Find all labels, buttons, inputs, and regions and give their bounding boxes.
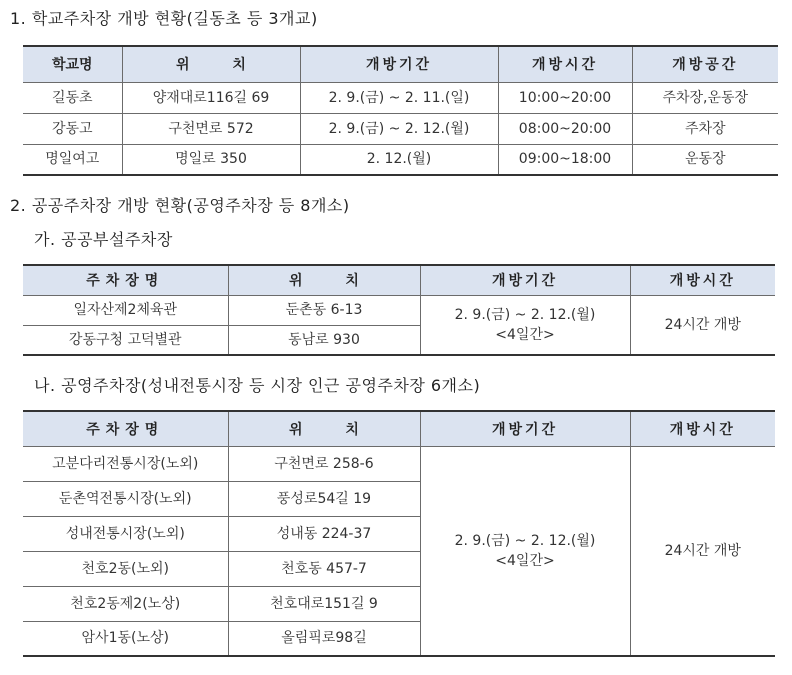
period-dates: 2. 9.(금) ~ 2. 12.(월) <box>454 532 596 549</box>
school-period: 2. 9.(금) ~ 2. 11.(일) <box>300 82 498 113</box>
section2a-heading: 가. 공공부설주차장 <box>34 230 173 249</box>
header-location: 위 치 <box>122 46 300 82</box>
header-parking-name: 주차장명 <box>23 265 228 295</box>
header-hours: 개방시간 <box>630 265 775 295</box>
parking-location: 구천면로 258-6 <box>228 446 420 481</box>
parking-name: 암사1동(노상) <box>23 621 228 656</box>
table-header-row <box>23 46 778 82</box>
school-space: 주차장 <box>632 113 778 144</box>
parking-location: 천호대로151길 9 <box>228 586 420 621</box>
section2b-heading: 나. 공영주차장(성내전통시장 등 시장 인근 공영주차장 6개소) <box>34 376 481 395</box>
period-duration: <4일간> <box>495 552 555 569</box>
school-location: 구천면로 572 <box>122 113 300 144</box>
parking-hours: 24시간 개방 <box>630 295 775 355</box>
header-parking-name: 주차장명 <box>23 411 228 446</box>
parking-name: 고분다리전통시장(노외) <box>23 446 228 481</box>
period-dates: 2. 9.(금) ~ 2. 12.(월) <box>454 306 596 323</box>
school-location: 양재대로116길 69 <box>122 82 300 113</box>
header-location: 위 치 <box>228 411 420 446</box>
school-parking-table <box>23 45 778 176</box>
table-row <box>23 144 778 175</box>
header-location: 위 치 <box>228 265 420 295</box>
table-row <box>23 446 775 481</box>
parking-name: 강동구청 고덕별관 <box>23 325 228 355</box>
school-location: 명일로 350 <box>122 144 300 175</box>
table-row <box>23 82 778 113</box>
parking-hours: 24시간 개방 <box>630 446 775 656</box>
parking-period <box>420 295 630 355</box>
header-hours: 개방시간 <box>498 46 632 82</box>
section2-heading: 2. 공공주차장 개방 현황(공영주차장 등 8개소) <box>10 196 350 215</box>
parking-location: 천호동 457-7 <box>228 551 420 586</box>
parking-location: 둔촌동 6-13 <box>228 295 420 325</box>
parking-name: 일자산제2체육관 <box>23 295 228 325</box>
parking-name: 성내전통시장(노외) <box>23 516 228 551</box>
header-hours: 개방시간 <box>630 411 775 446</box>
school-name: 명일여고 <box>23 144 122 175</box>
parking-name: 천호2동(노외) <box>23 551 228 586</box>
section1-heading: 1. 학교주차장 개방 현황(길동초 등 3개교) <box>10 9 318 28</box>
parking-name: 둔촌역전통시장(노외) <box>23 481 228 516</box>
school-period: 2. 12.(월) <box>300 144 498 175</box>
period-duration: <4일간> <box>495 326 555 343</box>
school-name: 길동초 <box>23 82 122 113</box>
table-row <box>23 295 775 325</box>
school-space: 운동장 <box>632 144 778 175</box>
school-hours: 10:00~20:00 <box>498 82 632 113</box>
table-header-row <box>23 411 775 446</box>
table-header-row <box>23 265 775 295</box>
header-period: 개방기간 <box>420 411 630 446</box>
table-row <box>23 113 778 144</box>
header-space: 개방공간 <box>632 46 778 82</box>
parking-location: 올림픽로98길 <box>228 621 420 656</box>
header-period: 개방기간 <box>420 265 630 295</box>
school-period: 2. 9.(금) ~ 2. 12.(월) <box>300 113 498 144</box>
school-name: 강동고 <box>23 113 122 144</box>
header-period: 개방기간 <box>300 46 498 82</box>
parking-period <box>420 446 630 656</box>
public-parking-table <box>23 264 775 356</box>
parking-location: 풍성로54길 19 <box>228 481 420 516</box>
parking-name: 천호2동제2(노상) <box>23 586 228 621</box>
municipal-parking-table <box>23 410 775 657</box>
school-space: 주차장,운동장 <box>632 82 778 113</box>
school-hours: 09:00~18:00 <box>498 144 632 175</box>
school-hours: 08:00~20:00 <box>498 113 632 144</box>
header-school-name: 학교명 <box>23 46 122 82</box>
parking-location: 동남로 930 <box>228 325 420 355</box>
parking-location: 성내동 224-37 <box>228 516 420 551</box>
